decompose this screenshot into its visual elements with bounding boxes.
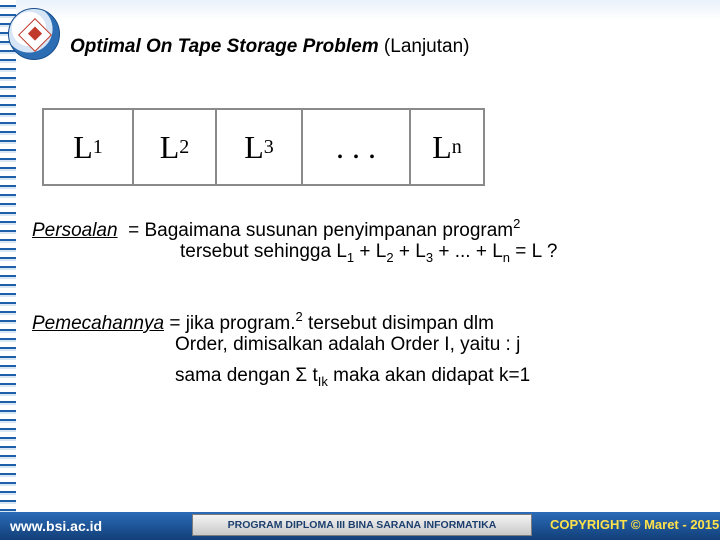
footer-bar xyxy=(0,512,720,540)
pemecahan-line-2 xyxy=(175,331,520,359)
title-suffix: (Lanjutan) xyxy=(383,36,470,57)
footer-url-link[interactable]: www.bsi.ac.id xyxy=(10,518,103,534)
cell-base: . . . xyxy=(336,128,376,165)
pemecahan-line-3 xyxy=(175,362,530,396)
cell-base: L xyxy=(244,128,264,165)
subscript: 2 xyxy=(386,250,394,265)
footer-copyright: COPYRIGHT © Maret - 2015 xyxy=(550,517,720,532)
left-decorative-stripe xyxy=(0,0,16,512)
pemecahan-text-1b: tersebut disimpan dlm xyxy=(302,313,494,334)
pemecahan-sub: Ik xyxy=(317,374,328,389)
subscript: 1 xyxy=(346,250,355,265)
cell-sub: 1 xyxy=(92,135,103,158)
plus-term: + ... + L xyxy=(433,241,503,262)
slide-title xyxy=(70,36,469,58)
tape-cell-2 xyxy=(134,110,217,184)
persoalan-label: Persoalan xyxy=(32,220,118,241)
subscript: n xyxy=(502,250,511,265)
cell-base: L xyxy=(73,128,93,165)
footer-program-banner: PROGRAM DIPLOMA III BINA SARANA INFORMATIKA xyxy=(192,514,532,536)
bsi-logo xyxy=(8,8,60,60)
pemecahan-text-1: = jika program. xyxy=(164,313,296,334)
header-band xyxy=(0,0,720,20)
persoalan-line-2 xyxy=(180,238,557,272)
cell-sub: 2 xyxy=(179,135,190,158)
logo-mark-icon xyxy=(18,18,52,52)
tape-storage-table xyxy=(42,108,485,186)
pemecahan-text-2: Order, dimisalkan adalah Order I, yaitu : j xyxy=(175,334,521,355)
cell-base: L xyxy=(159,128,180,165)
persoalan-sup: 2 xyxy=(513,216,521,231)
plus-term: + L xyxy=(393,241,426,262)
tape-cell-ellipsis xyxy=(303,110,411,184)
plus-term: + L xyxy=(354,241,387,262)
title-main: Optimal On Tape Storage Problem xyxy=(70,36,379,57)
pemecahan-text-3b: maka akan didapat k=1 xyxy=(327,365,531,386)
equation-end: = L ? xyxy=(510,241,558,262)
pemecahan-sup: 2 xyxy=(295,309,303,324)
cell-sub: 3 xyxy=(263,135,274,158)
pemecahan-label: Pemecahannya xyxy=(32,313,165,334)
persoalan-text-2: tersebut sehingga L xyxy=(180,241,347,262)
cell-base: L xyxy=(432,128,452,165)
tape-cell-n xyxy=(411,110,483,184)
tape-cell-3 xyxy=(217,110,303,184)
subscript: 3 xyxy=(425,250,434,265)
pemecahan-text-3a: sama dengan Σ t xyxy=(175,365,318,386)
tape-cell-1 xyxy=(44,110,134,184)
cell-sub: n xyxy=(451,135,462,158)
persoalan-text-1: = Bagaimana susunan penyimpanan program xyxy=(128,220,514,241)
